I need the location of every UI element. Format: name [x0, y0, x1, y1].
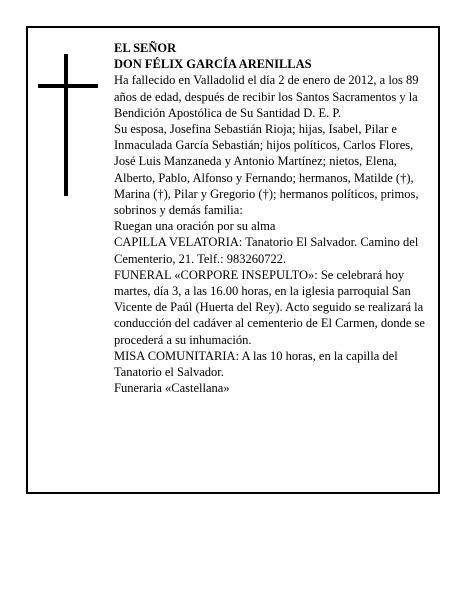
cross-vertical-bar: [64, 54, 68, 196]
death-announcement: Ha fallecido en Valladolid el día 2 de enero de 2012, a los 89 años de edad, después de recibir los Santos Sacramentos y la Bendición Apostólica de Su Santidad D. E. P.: [114, 73, 419, 120]
notice-title-line1: EL SEÑOR: [114, 41, 177, 55]
community-mass-info: MISA COMUNITARIA: A las 10 horas, en la capilla del Tanatorio el Salvador.: [114, 348, 398, 380]
family-list: Su esposa, Josefina Sebastián Rioja; hijas, Isabel, Pilar e Inmaculada García Sebastián; hijos políticos, Carlos Flores, José Luis Manzaneda y Antonio Martínez; nietos, Elena, Alberto, Pablo, Alfonso y Fernando; hermanos, Matilde (†), Marina (†), Pilar y Gregorio (†); hermanos políticos, primos, sobrinos y demás familia:: [114, 122, 419, 218]
prayer-request: Ruegan una oración por su alma: [114, 219, 276, 234]
cross-horizontal-bar: [38, 84, 98, 88]
deceased-name: DON FÉLIX GARCÍA ARENILLAS: [114, 57, 312, 72]
notice-text: [114, 40, 426, 396]
funeral-info: FUNERAL «CORPORE INSEPULTO»: Se celebrará hoy martes, día 3, a las 16.00 horas, en la iglesia parroquial San Vicente de Paúl (Huerta del Rey). Acto seguido se realizará la conducción del cadáver al cementerio de El Carmen, donde se procederá a su inhumación.: [114, 267, 425, 347]
cross-icon: [38, 54, 98, 196]
funeral-home: Funeraria «Castellana»: [114, 381, 230, 396]
wake-chapel-info: CAPILLA VELATORIA: Tanatorio El Salvador. Camino del Cementerio, 21. Telf.: 983260722.: [114, 235, 419, 266]
